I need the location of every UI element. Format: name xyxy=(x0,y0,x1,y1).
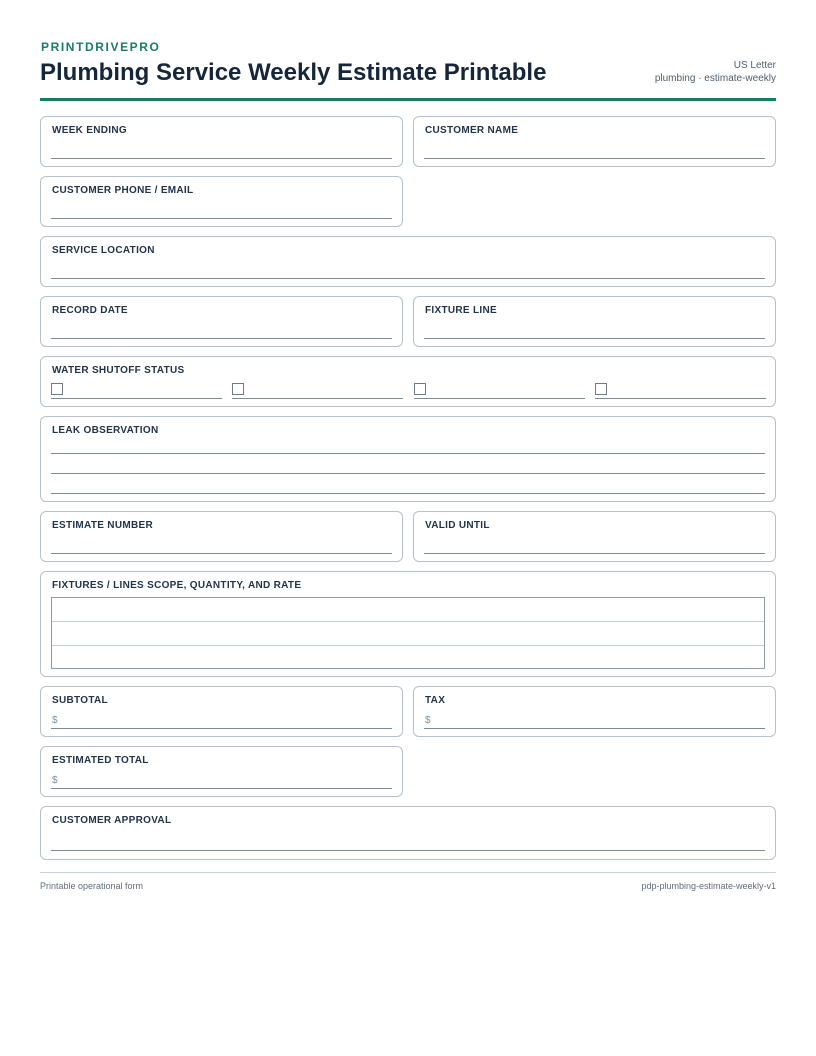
customer-contact-input-line[interactable] xyxy=(51,218,392,219)
shutoff-option-2[interactable] xyxy=(232,382,403,399)
subtotal-label: SUBTOTAL xyxy=(52,695,108,706)
customer-name-field[interactable] xyxy=(413,116,776,167)
service-location-input-line[interactable] xyxy=(51,278,765,279)
valid-until-input-line[interactable] xyxy=(424,553,765,554)
paper-size: US Letter xyxy=(733,60,776,71)
customer-approval-signature-line[interactable] xyxy=(51,850,765,851)
customer-contact-label: CUSTOMER PHONE / EMAIL xyxy=(52,185,194,196)
scope-table-section xyxy=(40,571,776,677)
record-date-field[interactable] xyxy=(40,296,403,347)
shutoff-option-4[interactable] xyxy=(595,382,766,399)
leak-observation-line-2[interactable] xyxy=(51,473,765,474)
leak-observation-line-1[interactable] xyxy=(51,453,765,454)
subtotal-currency-symbol: $ xyxy=(52,715,58,726)
subtotal-input-line[interactable] xyxy=(51,728,392,729)
estimate-number-input-line[interactable] xyxy=(51,553,392,554)
footer-description: Printable operational form xyxy=(40,881,144,891)
checkbox-2[interactable] xyxy=(232,383,244,395)
service-location-label: SERVICE LOCATION xyxy=(52,245,155,256)
customer-approval-label: CUSTOMER APPROVAL xyxy=(52,815,172,826)
table-row[interactable] xyxy=(52,598,764,622)
week-ending-field[interactable] xyxy=(40,116,403,167)
customer-approval-field[interactable] xyxy=(40,806,776,860)
option-4-line[interactable] xyxy=(595,398,766,399)
week-ending-input-line[interactable] xyxy=(51,158,392,159)
footer-divider xyxy=(40,872,776,873)
fixture-line-label: FIXTURE LINE xyxy=(425,305,497,316)
customer-name-label: CUSTOMER NAME xyxy=(425,125,519,136)
tax-currency-symbol: $ xyxy=(425,715,431,726)
form-header xyxy=(40,40,776,101)
valid-until-field[interactable] xyxy=(413,511,776,562)
tax-field[interactable] xyxy=(413,686,776,737)
option-1-line[interactable] xyxy=(51,398,222,399)
leak-observation-field[interactable] xyxy=(40,416,776,502)
table-row[interactable] xyxy=(52,622,764,646)
subtotal-field[interactable] xyxy=(40,686,403,737)
checkbox-1[interactable] xyxy=(51,383,63,395)
week-ending-label: WEEK ENDING xyxy=(52,125,127,136)
estimate-form-page xyxy=(40,40,776,101)
checkbox-3[interactable] xyxy=(414,383,426,395)
customer-name-input-line[interactable] xyxy=(424,158,765,159)
page-title: Plumbing Service Weekly Estimate Printable xyxy=(40,59,547,86)
leak-observation-label: LEAK OBSERVATION xyxy=(52,425,159,436)
water-shutoff-status-field xyxy=(40,356,776,407)
option-2-line[interactable] xyxy=(232,398,403,399)
customer-contact-field[interactable] xyxy=(40,176,403,227)
water-shutoff-status-label: WATER SHUTOFF STATUS xyxy=(52,365,185,376)
table-row[interactable] xyxy=(52,646,764,670)
service-location-field[interactable] xyxy=(40,236,776,287)
estimated-total-label: ESTIMATED TOTAL xyxy=(52,755,149,766)
shutoff-option-1[interactable] xyxy=(51,382,222,399)
fixture-line-field[interactable] xyxy=(413,296,776,347)
tax-label: TAX xyxy=(425,695,446,706)
shutoff-option-3[interactable] xyxy=(414,382,585,399)
scope-table-label: FIXTURES / LINES SCOPE, QUANTITY, AND RATE xyxy=(52,580,302,591)
estimated-total-input-line[interactable] xyxy=(51,788,392,789)
brand-name: PRINTDRIVEPRO xyxy=(41,40,161,54)
record-date-label: RECORD DATE xyxy=(52,305,128,316)
option-3-line[interactable] xyxy=(414,398,585,399)
paper-meta xyxy=(655,59,776,85)
estimate-number-label: ESTIMATE NUMBER xyxy=(52,520,153,531)
record-date-input-line[interactable] xyxy=(51,338,392,339)
form-tags: plumbing · estimate-weekly xyxy=(654,73,776,84)
estimated-total-field[interactable] xyxy=(40,746,403,797)
fixture-line-input-line[interactable] xyxy=(424,338,765,339)
tax-input-line[interactable] xyxy=(424,728,765,729)
checkbox-4[interactable] xyxy=(595,383,607,395)
estimate-number-field[interactable] xyxy=(40,511,403,562)
leak-observation-line-3[interactable] xyxy=(51,493,765,494)
estimated-total-currency-symbol: $ xyxy=(52,775,58,786)
valid-until-label: VALID UNTIL xyxy=(425,520,490,531)
scope-table xyxy=(51,597,765,669)
form-id: pdp-plumbing-estimate-weekly-v1 xyxy=(641,881,776,891)
